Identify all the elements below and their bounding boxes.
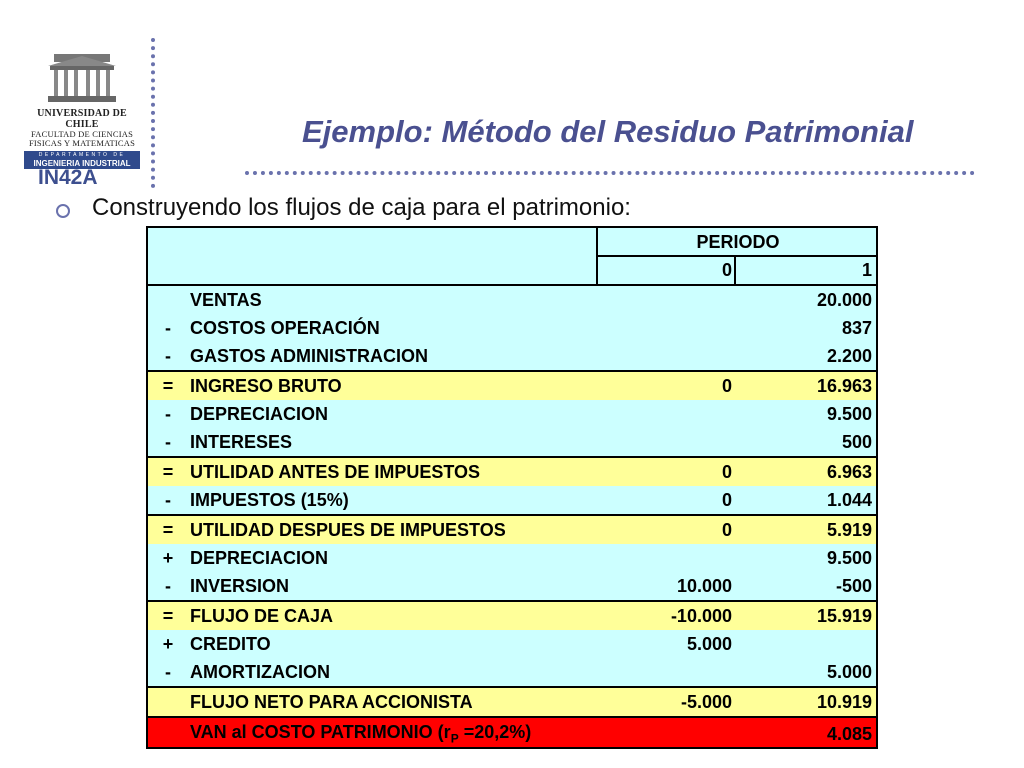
row-value-period-1: 10.919 [816,692,872,712]
row-value-period-1: 837 [841,318,872,338]
period-header: PERIODO [696,232,780,252]
row-value-period-1: 16.963 [816,376,872,396]
row-value-period-1: 1.044 [826,490,872,510]
row-value-period-0: 10.000 [676,576,732,596]
row-value-period-1: -500 [835,576,872,596]
logo-bar-bottom: INGENIERIA INDUSTRIAL [33,159,131,168]
row-label: VENTAS [190,290,262,310]
row-sign: = [162,606,174,626]
row-label: DEPRECIACION [190,548,329,568]
logo-line-1: UNIVERSIDAD DE CHILE [37,108,127,130]
row-sign: = [162,462,174,482]
row-label: INVERSION [190,576,290,596]
table-row [148,342,876,370]
table-row [148,602,876,630]
row-sign: - [165,490,171,510]
table-row [148,572,876,600]
row-sign: + [162,634,174,654]
row-label: GASTOS ADMINISTRACION [190,346,429,366]
row-value-period-1: 15.919 [816,606,872,626]
building-icon [24,52,140,104]
row-sign: - [165,662,171,682]
van-row [148,718,876,747]
row-label: DEPRECIACION [190,404,329,424]
header-divider-mid [598,255,876,257]
table-row [148,428,876,456]
row-sign: = [162,520,174,540]
row-value-period-1: 500 [841,432,872,452]
row-label: FLUJO NETO PARA ACCIONISTA [190,692,473,712]
cash-flow-table [146,226,878,749]
vertical-divider [151,38,155,188]
row-sign: - [165,404,171,424]
row-label: COSTOS OPERACIÓN [190,318,380,338]
logo-line-2: FACULTAD DE CIENCIAS [30,129,134,139]
course-code: IN42A [38,166,98,189]
row-label: IMPUESTOS (15%) [190,490,349,510]
van-label-subscript: P [450,731,459,746]
row-value-period-1: 5.919 [826,520,872,540]
table-row [148,400,876,428]
bullet-text: Construyendo los flujos de caja para el patrimonio: [92,194,631,221]
row-label: FLUJO DE CAJA [190,606,334,626]
row-value-period-1: 2.200 [826,346,872,366]
row-value-period-0: 0 [721,490,732,510]
table-row [148,486,876,514]
university-logo [24,52,140,169]
row-value-period-1: 5.000 [826,662,872,682]
row-sign: + [162,548,174,568]
van-label-pre: VAN al COSTO PATRIMONIO (r [190,722,451,742]
row-label: INTERESES [190,432,293,452]
period-col-0: 0 [721,260,732,280]
row-label: UTILIDAD ANTES DE IMPUESTOS [190,462,481,482]
row-label: UTILIDAD DESPUES DE IMPUESTOS [190,520,506,540]
row-label: AMORTIZACION [190,662,330,682]
table-row [148,314,876,342]
header-divider-cols [734,255,736,284]
van-label-post: =20,2%) [458,722,532,742]
row-sign: - [165,318,171,338]
row-label: INGRESO BRUTO [190,376,342,396]
row-value-period-0: -5.000 [680,692,732,712]
row-label: CREDITO [190,634,271,654]
van-label [190,718,531,749]
logo-line-3: FISICAS Y MATEMATICAS [28,138,136,148]
bullet-ring-icon [56,204,70,218]
row-value-period-1: 9.500 [826,404,872,424]
table-row [148,630,876,658]
row-value-period-1: 20.000 [816,290,872,310]
table-row [148,458,876,486]
row-value-period-0: 0 [721,376,732,396]
row-sign: - [165,346,171,366]
table-row [148,286,876,314]
van-value: 4.085 [826,724,872,744]
table-row [148,658,876,686]
period-col-1: 1 [861,260,872,280]
row-value-period-1: 9.500 [826,548,872,568]
title-underline [245,171,975,175]
row-sign: - [165,432,171,452]
row-value-period-0: 0 [721,520,732,540]
row-value-period-0: 0 [721,462,732,482]
row-value-period-0: 5.000 [686,634,732,654]
table-row [148,544,876,572]
logo-bar-top: DEPARTAMENTO DE [38,152,126,158]
table-row [148,516,876,544]
row-sign: - [165,576,171,596]
slide-title: Ejemplo: Método del Residuo Patrimonial [302,114,914,149]
table-row [148,372,876,400]
row-value-period-0: -10.000 [670,606,732,626]
row-value-period-1: 6.963 [826,462,872,482]
row-sign: = [162,376,174,396]
table-row [148,688,876,716]
